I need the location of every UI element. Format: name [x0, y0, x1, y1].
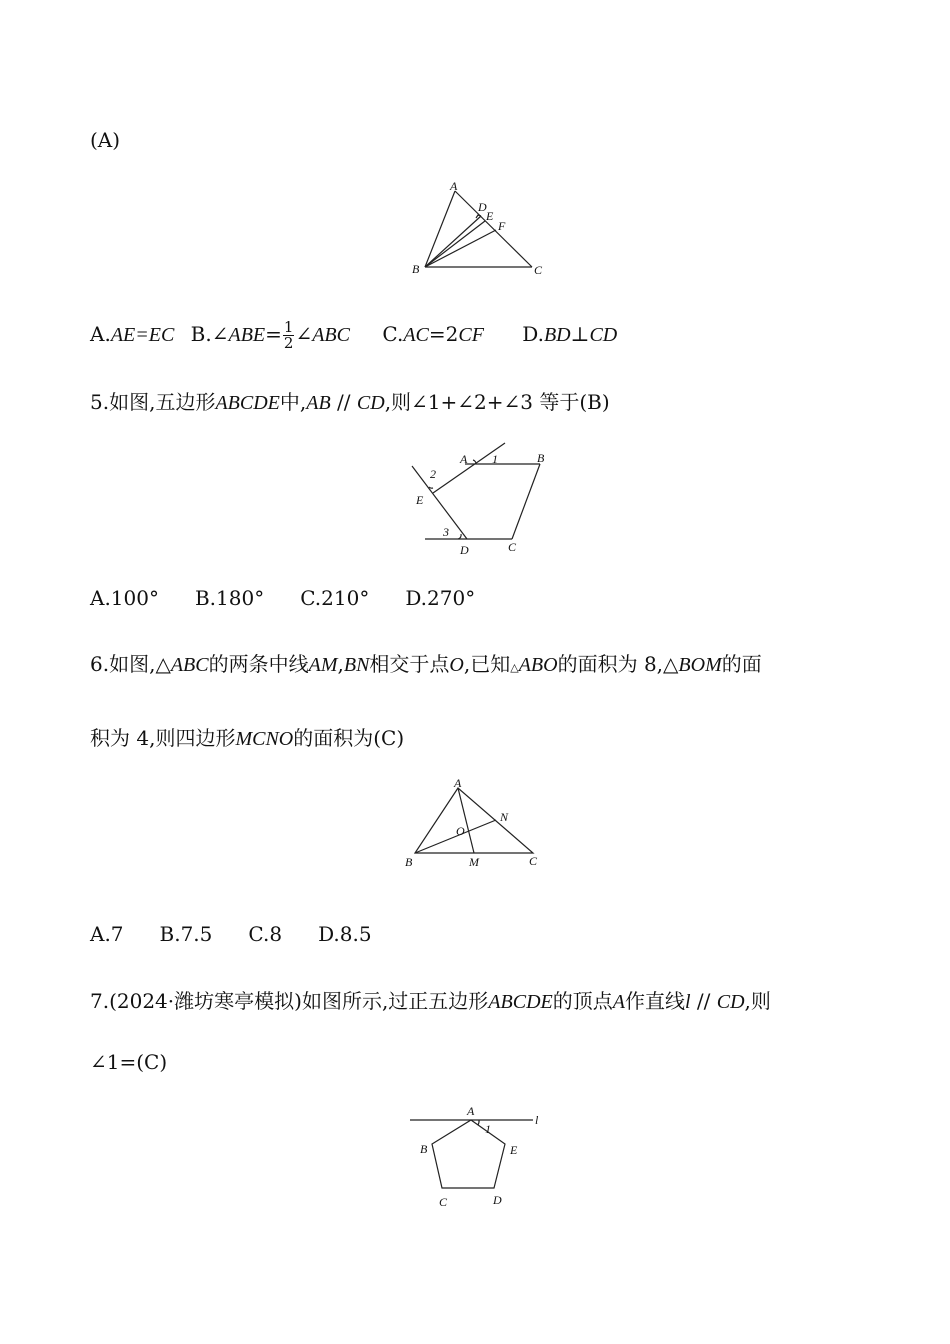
- fraction-one-half: $\frac{1}{2}$: [283, 318, 294, 352]
- q6-label-o: O: [456, 824, 465, 838]
- q7-figure: [405, 1100, 565, 1210]
- q5-label-b: B: [537, 451, 545, 465]
- q7-label-d: D: [493, 1193, 502, 1207]
- q7-label-a: A: [467, 1104, 475, 1118]
- q6-stem-line2: 积为 4,则四边形MCNO的面积为(C): [90, 726, 405, 750]
- q4-answer: (A): [90, 128, 121, 152]
- q7-label-e: E: [510, 1143, 518, 1157]
- q7-stem-line1: 7.(2024·潍坊寒亭模拟)如图所示,过正五边形ABCDE的顶点A作直线l // CD,则: [90, 989, 771, 1013]
- q4-option-d: D.BD⊥CD: [522, 322, 618, 346]
- q4-option-b: B.∠ABE= $\frac{1}{2}$ ∠ABC: [190, 318, 350, 352]
- q4-label-e: E: [486, 209, 494, 223]
- q6-label-a: A: [454, 776, 462, 790]
- q4-label-b: B: [412, 262, 420, 276]
- q4-figure: [405, 180, 565, 280]
- q6-option-a: A.7: [90, 922, 124, 946]
- q6-option-b: B.7.5: [159, 922, 213, 946]
- q4-label-f: F: [498, 219, 506, 233]
- q7-angle-1: 1: [485, 1122, 491, 1136]
- q5-label-e: E: [416, 493, 424, 507]
- q6-label-n: N: [500, 810, 509, 824]
- q7-stem-line2: ∠1=(C): [90, 1050, 168, 1074]
- q5-label-a: A: [460, 452, 468, 466]
- q6-figure: [400, 775, 560, 875]
- q6-options: [90, 922, 408, 946]
- q4-label-c: C: [534, 263, 543, 277]
- q5-stem: 5.如图,五边形ABCDE中,AB // CD,则∠1+∠2+∠3 等于(B): [90, 390, 610, 414]
- q5-options: [90, 586, 511, 610]
- q5-angle-2: 2: [430, 467, 436, 481]
- q6-option-d: D.8.5: [318, 922, 372, 946]
- q4-option-c: C.AC=2CF: [382, 322, 484, 346]
- q5-option-c: C.210°: [300, 586, 370, 610]
- q5-label-c: C: [508, 540, 517, 554]
- q5-angle-3: 3: [443, 525, 449, 539]
- q6-label-b: B: [405, 855, 413, 869]
- q5-angle-1: 1: [492, 452, 498, 466]
- q4-option-a: A.AE=EC: [90, 322, 175, 346]
- q5-option-b: B.180°: [194, 586, 265, 610]
- q5-figure: [405, 440, 565, 555]
- q7-label-l: l: [535, 1113, 539, 1127]
- q7-label-c: C: [439, 1195, 448, 1209]
- q4-label-d: D: [478, 200, 487, 214]
- q7-label-b: B: [420, 1142, 428, 1156]
- q6-label-c: C: [529, 854, 538, 868]
- q5-option-a: A.100°: [90, 586, 159, 610]
- q6-stem-line1: 6.如图,△ABC的两条中线AM,BN相交于点O,已知△ABO的面积为 8,△BOM的面: [90, 652, 762, 676]
- q6-label-m: M: [469, 855, 479, 869]
- q5-label-d: D: [460, 543, 469, 557]
- q4-options: [90, 320, 617, 351]
- q6-option-c: C.8: [248, 922, 283, 946]
- q5-option-d: D.270°: [405, 586, 476, 610]
- q4-label-a: A: [450, 179, 458, 193]
